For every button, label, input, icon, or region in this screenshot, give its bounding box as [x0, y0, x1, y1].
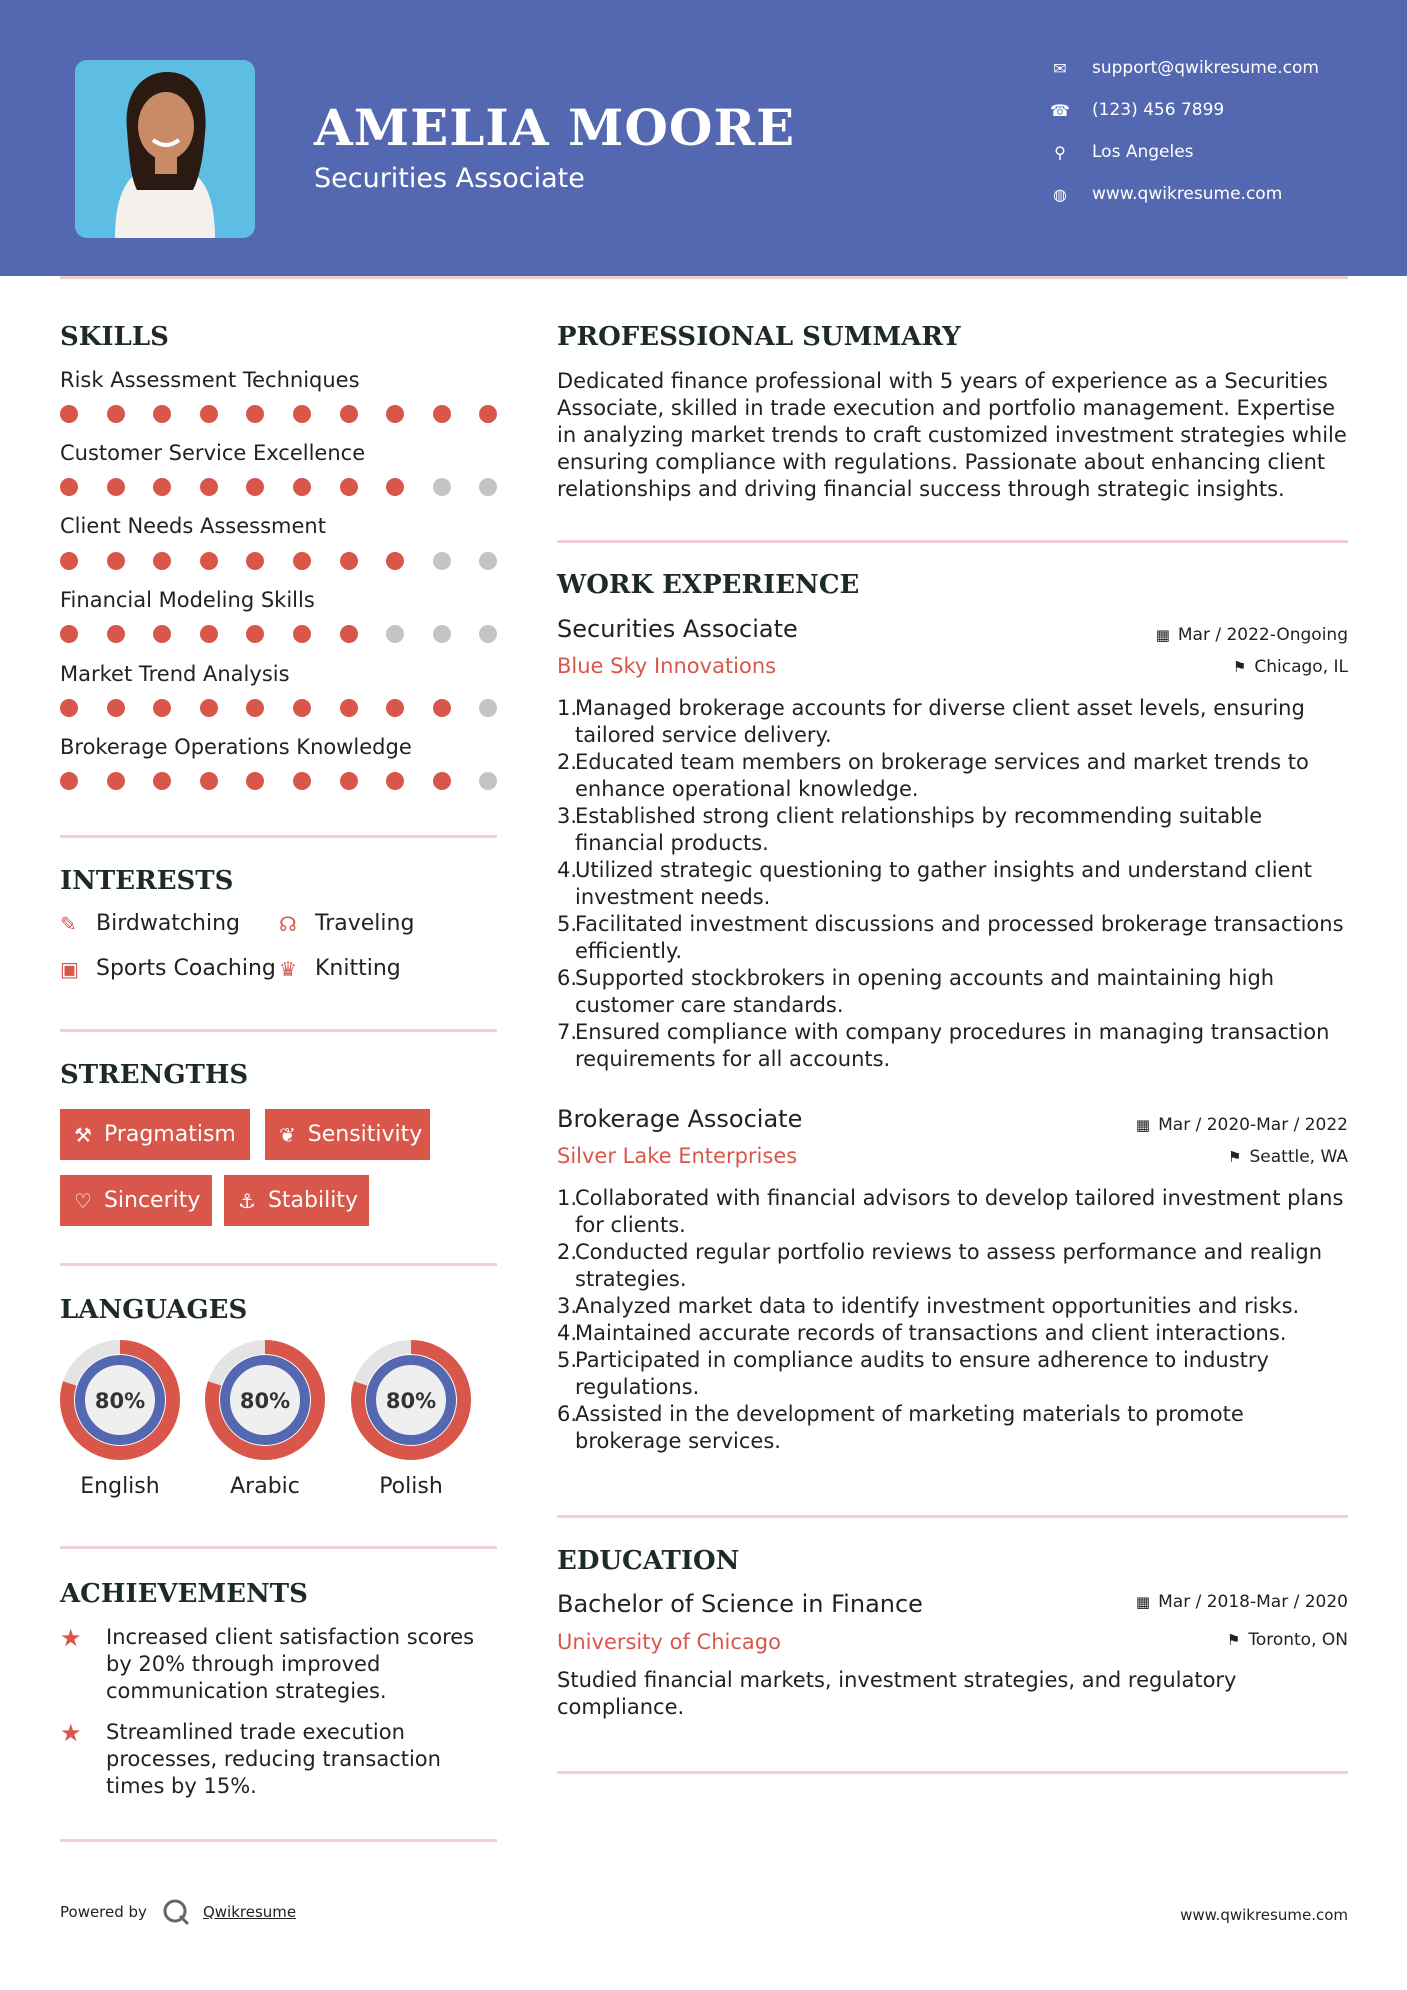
- job-location: [1228, 1147, 1348, 1167]
- job-date-text: Mar / 2022-Ongoing: [1177, 625, 1348, 645]
- calendar-icon: ▦: [1135, 1116, 1151, 1134]
- achievement-text: Streamlined trade execution processes, reducing transaction times by 15%.: [106, 1720, 441, 1798]
- language-ring: [358, 1347, 464, 1453]
- contact-location-text: Los Angeles: [1092, 142, 1194, 162]
- pin-icon: ⚑: [1226, 1631, 1241, 1649]
- skill-dot: [107, 405, 125, 423]
- responsibility-item: [557, 965, 1347, 1019]
- education-heading: EDUCATION: [557, 1546, 740, 1576]
- strength-badge: [265, 1109, 430, 1160]
- language-percent: 80%: [385, 1389, 437, 1413]
- gavel-icon: ⚒: [74, 1122, 92, 1147]
- language-percent: 80%: [94, 1389, 146, 1413]
- skill-dot: [433, 699, 451, 717]
- responsibility-text: Collaborated with financial advisors to develop tailored investment plans for clients.: [575, 1186, 1344, 1237]
- strength-badge: [224, 1175, 369, 1226]
- section-divider: [557, 540, 1348, 543]
- contact-email-text: support@qwikresume.com: [1092, 58, 1319, 78]
- skill-dot: [200, 699, 218, 717]
- trophy-icon: ♛: [279, 956, 297, 981]
- skill-dot: [200, 478, 218, 496]
- list-number: 7.: [557, 1020, 578, 1044]
- skill-dot: [107, 625, 125, 643]
- list-number: 2.: [557, 1240, 578, 1264]
- skill-dot: [107, 699, 125, 717]
- degree-title: Bachelor of Science in Finance: [557, 1590, 923, 1618]
- contact-website[interactable]: [1050, 184, 1282, 204]
- responsibility-text: Utilized strategic questioning to gather insights and understand client investment needs.: [575, 858, 1313, 909]
- responsibility-text: Managed brokerage accounts for diverse client asset levels, ensuring tailored service delivery.: [575, 696, 1305, 747]
- skill-dot: [246, 699, 264, 717]
- skill-name: Market Trend Analysis: [60, 662, 290, 686]
- skill-dot: [479, 699, 497, 717]
- language-name: Arabic: [230, 1474, 300, 1499]
- skill-dot: [293, 699, 311, 717]
- skill-dot: [386, 772, 404, 790]
- star-icon: ★: [60, 1624, 82, 1652]
- globe-icon: ◍: [1053, 184, 1067, 204]
- skill-name: Brokerage Operations Knowledge: [60, 735, 412, 759]
- responsibility-item: [557, 803, 1347, 857]
- skill-dot: [60, 552, 78, 570]
- responsibility-item: [557, 1185, 1347, 1239]
- list-number: 3.: [557, 1294, 578, 1318]
- envelope-icon: ✉: [1053, 58, 1067, 78]
- responsibility-text: Supported stockbrokers in opening accounts and maintaining high customer care standards.: [575, 966, 1275, 1017]
- section-divider: [60, 1263, 497, 1266]
- skill-dot: [107, 478, 125, 496]
- list-number: 4.: [557, 858, 578, 882]
- interest-label: Traveling: [315, 911, 415, 936]
- skill-dot: [153, 699, 171, 717]
- binoculars-icon: ☊: [279, 911, 297, 936]
- calendar-icon: ▦: [1155, 626, 1170, 644]
- strength-badge: [60, 1175, 212, 1226]
- skill-dot: [293, 772, 311, 790]
- skills-heading: SKILLS: [60, 322, 169, 352]
- skill-dot: [153, 772, 171, 790]
- skill-dot: [60, 625, 78, 643]
- contact-email[interactable]: [1050, 58, 1319, 78]
- list-number: 2.: [557, 750, 578, 774]
- skill-name: Customer Service Excellence: [60, 441, 366, 465]
- skill-name: Client Needs Assessment: [60, 514, 326, 538]
- skill-name: Financial Modeling Skills: [60, 588, 315, 612]
- job-date-text: Mar / 2020-Mar / 2022: [1158, 1115, 1348, 1135]
- contact-location: [1050, 142, 1194, 162]
- heart-icon: ♡: [74, 1188, 92, 1213]
- achievement-item: [60, 1624, 500, 1705]
- skill-dot: [293, 552, 311, 570]
- pencil-icon: ✎: [60, 911, 77, 936]
- job-location: [1233, 657, 1348, 677]
- skill-dot: [340, 772, 358, 790]
- qwikresume-logo-icon: [161, 1897, 191, 1927]
- skill-dot: [246, 772, 264, 790]
- phone-icon: ☎: [1050, 100, 1070, 120]
- list-number: 5.: [557, 912, 578, 936]
- responsibility-text: Ensured compliance with company procedures in managing transaction requirements for all accounts.: [575, 1020, 1330, 1071]
- skill-dot: [200, 552, 218, 570]
- language-name: English: [80, 1474, 160, 1499]
- list-number: 6.: [557, 966, 578, 990]
- profile-photo: [75, 60, 255, 238]
- education-location: [1227, 1630, 1348, 1650]
- skill-dot: [433, 552, 451, 570]
- achievements-heading: ACHIEVEMENTS: [60, 1579, 308, 1609]
- skill-rating: [60, 625, 526, 643]
- responsibility-item: [557, 1320, 1347, 1347]
- skill-dot: [433, 478, 451, 496]
- footer-website[interactable]: www.qwikresume.com: [1180, 1906, 1348, 1924]
- interest-item: [279, 956, 401, 981]
- skill-dot: [386, 405, 404, 423]
- strength-badge: [60, 1109, 250, 1160]
- candidate-title: Securities Associate: [314, 163, 585, 194]
- strength-label: Stability: [267, 1188, 358, 1213]
- section-divider: [60, 1029, 497, 1032]
- education-description: Studied financial markets, investment strategies, and regulatory compliance.: [557, 1668, 1237, 1719]
- section-divider: [557, 1771, 1348, 1774]
- skill-dot: [433, 625, 451, 643]
- calendar-icon: ▦: [1135, 1593, 1151, 1611]
- education-location-text: Toronto, ON: [1248, 1630, 1348, 1650]
- interests-heading: INTERESTS: [60, 866, 234, 896]
- responsibility-text: Analyzed market data to identify investment opportunities and risks.: [575, 1294, 1300, 1318]
- skill-dot: [153, 478, 171, 496]
- language-name: Polish: [379, 1474, 443, 1499]
- star-icon: ★: [60, 1719, 82, 1747]
- skill-dot: [107, 552, 125, 570]
- footer-powered-by: [60, 1897, 296, 1927]
- responsibility-item: [557, 1293, 1347, 1320]
- skill-dot: [386, 478, 404, 496]
- leaf-icon: ❦: [279, 1122, 296, 1147]
- list-number: 1.: [557, 696, 578, 720]
- responsibility-text: Participated in compliance audits to ensure adherence to industry regulations.: [575, 1348, 1269, 1399]
- skill-dot: [200, 772, 218, 790]
- language-percent: 80%: [239, 1389, 291, 1413]
- interest-label: Sports Coaching: [96, 956, 276, 981]
- skill-dot: [433, 405, 451, 423]
- company-name: Blue Sky Innovations: [557, 654, 777, 678]
- summary-text: Dedicated finance professional with 5 years of experience as a Securities Associate, skilled in trade execution and portfolio management. Expertise in analyzing market trends to craft customized investment strategies while ensuring compliance with regulations. Passionate about enhancing client relationships and driving financial success through strategic insights.: [557, 369, 1347, 501]
- list-number: 3.: [557, 804, 578, 828]
- anchor-icon: ⚓: [238, 1188, 256, 1213]
- skill-dot: [479, 772, 497, 790]
- list-number: 6.: [557, 1402, 578, 1426]
- job-title: Securities Associate: [557, 615, 798, 643]
- responsibility-text: Assisted in the development of marketing materials to promote brokerage services.: [575, 1402, 1244, 1453]
- qwikresume-link[interactable]: Qwikresume: [202, 1903, 297, 1921]
- responsibility-item: [557, 857, 1347, 911]
- company-name: Silver Lake Enterprises: [557, 1144, 798, 1168]
- responsibility-item: [557, 749, 1347, 803]
- skill-name: Risk Assessment Techniques: [60, 368, 360, 392]
- contact-phone[interactable]: [1050, 100, 1224, 120]
- interest-item: [60, 911, 240, 936]
- education-date-text: Mar / 2018-Mar / 2020: [1158, 1592, 1348, 1612]
- skill-dot: [479, 478, 497, 496]
- job-location-text: Seattle, WA: [1249, 1147, 1348, 1167]
- job-responsibilities: [557, 695, 1347, 1073]
- section-divider: [60, 1839, 497, 1842]
- responsibility-text: Educated team members on brokerage services and market trends to enhance operational knowledge.: [575, 750, 1309, 801]
- skill-dot: [246, 552, 264, 570]
- contact-website-text: www.qwikresume.com: [1092, 184, 1283, 204]
- achievement-text: Increased client satisfaction scores by 20% through improved communication strategies.: [106, 1625, 475, 1703]
- skill-dot: [479, 625, 497, 643]
- responsibility-item: [557, 695, 1347, 749]
- skill-dot: [293, 625, 311, 643]
- candidate-name: AMELIA MOORE: [314, 98, 796, 157]
- education-date: [1136, 1592, 1348, 1612]
- language-ring: [212, 1347, 318, 1453]
- pin-icon: ⚑: [1232, 658, 1247, 676]
- location-pin-icon: ⚲: [1054, 142, 1066, 162]
- skill-dot: [153, 625, 171, 643]
- responsibility-item: [557, 1019, 1347, 1073]
- skill-dot: [479, 405, 497, 423]
- skill-dot: [293, 478, 311, 496]
- section-divider: [60, 835, 497, 838]
- strength-label: Sincerity: [103, 1188, 201, 1213]
- skill-dot: [246, 405, 264, 423]
- skill-dot: [107, 772, 125, 790]
- responsibility-text: Established strong client relationships by recommending suitable financial products.: [575, 804, 1263, 855]
- skill-dot: [60, 405, 78, 423]
- strength-label: Pragmatism: [103, 1122, 236, 1147]
- skill-rating: [60, 405, 526, 423]
- interest-item: [279, 911, 414, 936]
- interest-label: Knitting: [315, 956, 401, 981]
- skill-rating: [60, 772, 526, 790]
- contact-phone-text: (123) 456 7899: [1092, 100, 1225, 120]
- skill-dot: [340, 478, 358, 496]
- skill-dot: [200, 405, 218, 423]
- language-ring: [67, 1347, 173, 1453]
- responsibility-item: [557, 1347, 1347, 1401]
- summary-heading: PROFESSIONAL SUMMARY: [557, 322, 961, 352]
- skill-dot: [246, 478, 264, 496]
- skill-dot: [200, 625, 218, 643]
- responsibility-item: [557, 1401, 1347, 1455]
- job-responsibilities: [557, 1185, 1347, 1455]
- skill-dot: [60, 772, 78, 790]
- skill-dot: [340, 625, 358, 643]
- skill-dot: [386, 625, 404, 643]
- skill-dot: [386, 552, 404, 570]
- skill-rating: [60, 699, 526, 717]
- strength-label: Sensitivity: [307, 1122, 423, 1147]
- pin-icon: ⚑: [1228, 1148, 1242, 1166]
- interest-label: Birdwatching: [96, 911, 240, 936]
- experience-heading: WORK EXPERIENCE: [557, 570, 860, 600]
- strengths-heading: STRENGTHS: [60, 1060, 249, 1090]
- list-number: 1.: [557, 1186, 578, 1210]
- interest-item: [60, 956, 276, 981]
- skill-dot: [340, 405, 358, 423]
- school-name: University of Chicago: [557, 1630, 781, 1654]
- responsibility-text: Facilitated investment discussions and processed brokerage transactions efficiently.: [575, 912, 1344, 963]
- list-number: 4.: [557, 1321, 578, 1345]
- skill-rating: [60, 478, 526, 496]
- list-number: 5.: [557, 1348, 578, 1372]
- job-date: [1156, 625, 1348, 645]
- job-location-text: Chicago, IL: [1254, 657, 1348, 677]
- skill-rating: [60, 552, 526, 570]
- section-divider: [557, 1515, 1348, 1518]
- responsibility-text: Conducted regular portfolio reviews to assess performance and realign strategies.: [575, 1240, 1323, 1291]
- skill-dot: [153, 552, 171, 570]
- skill-dot: [479, 552, 497, 570]
- skill-dot: [60, 478, 78, 496]
- language-rings: [0, 1330, 500, 1470]
- languages-heading: LANGUAGES: [60, 1295, 248, 1325]
- powered-by-text: Powered by: [60, 1903, 147, 1921]
- job-title: Brokerage Associate: [557, 1105, 803, 1133]
- skill-dot: [433, 772, 451, 790]
- briefcase-icon: ▣: [60, 956, 79, 981]
- header-divider: [60, 276, 1348, 279]
- skill-dot: [293, 405, 311, 423]
- responsibility-text: Maintained accurate records of transactions and client interactions.: [575, 1321, 1287, 1345]
- achievement-item: [60, 1719, 500, 1800]
- responsibility-item: [557, 1239, 1347, 1293]
- skill-dot: [60, 699, 78, 717]
- skill-dot: [386, 699, 404, 717]
- section-divider: [60, 1546, 497, 1549]
- skill-dot: [153, 405, 171, 423]
- responsibility-item: [557, 911, 1347, 965]
- skill-dot: [340, 552, 358, 570]
- job-date: [1136, 1115, 1348, 1135]
- skill-dot: [340, 699, 358, 717]
- skill-dot: [246, 625, 264, 643]
